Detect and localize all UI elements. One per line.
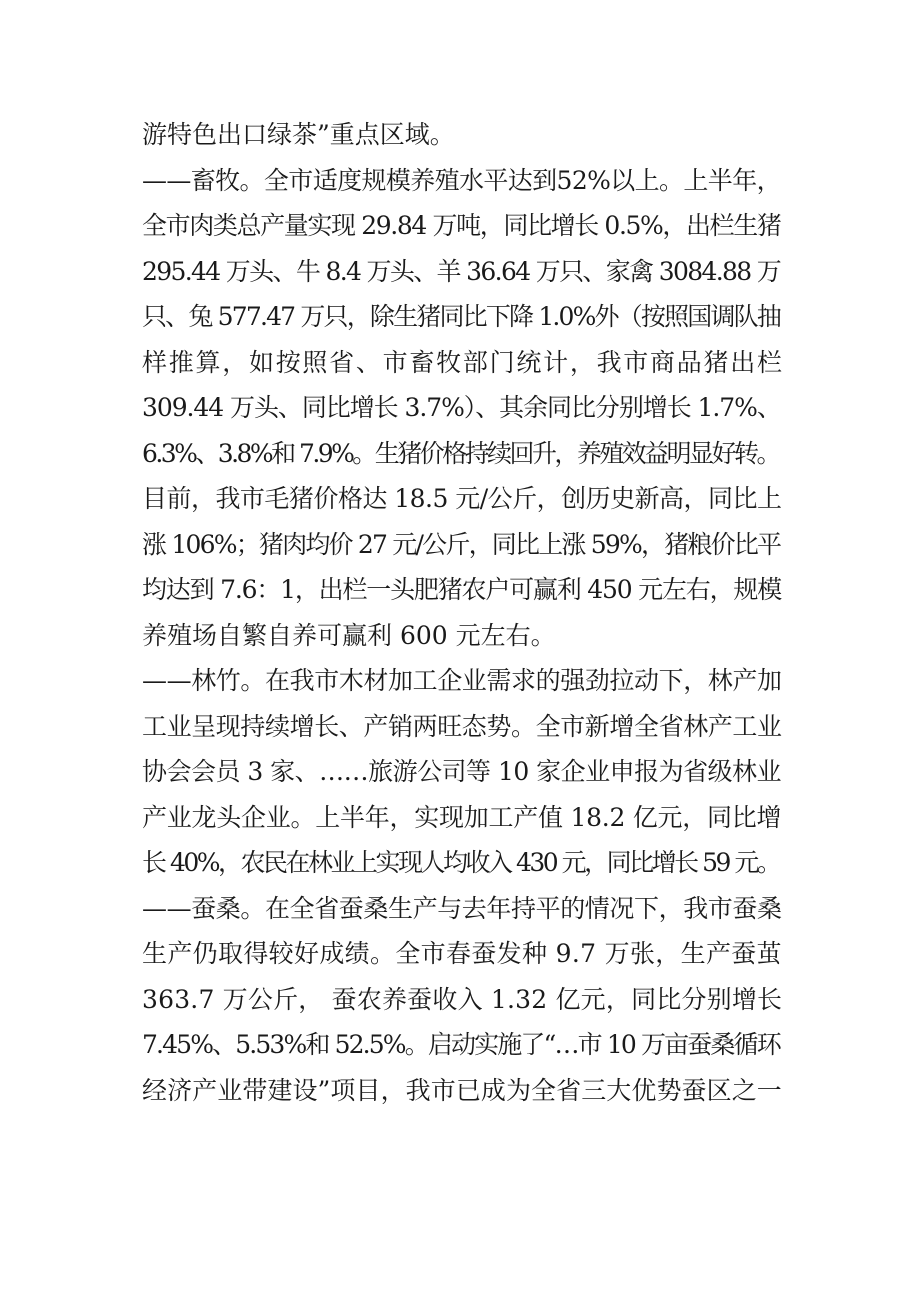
text-line: 363.7 万公斤， 蚕农养蚕收入 1.32 亿元，同比分别增长	[142, 984, 783, 1014]
text-line: 经济产业带建设”项目，我市已成为全省三大优势蚕区之一	[142, 1075, 782, 1105]
text-line: 7.45%、5.53%和 52.5%。启动实施了“…市 10 万亩蚕桑循环	[142, 1030, 780, 1059]
text-line: 6.3%、3.8%和 7.9%。生猪价格持续回升，养殖效益明显好转。	[142, 438, 779, 468]
text-line: 工业呈现持续增长、产销两旺态势。全市新增全省林产工业	[142, 711, 782, 741]
text-line: 产业龙头企业。上半年，实现加工产值 18.2 亿元，同比增	[142, 802, 782, 832]
text-line: 游特色出口绿茶”重点区域。	[142, 120, 455, 149]
text-line: 养殖场自繁自养可赢利 600 元左右。	[142, 620, 556, 650]
text-line: ——林竹。在我市木材加工企业需求的强劲拉动下，林产加	[142, 666, 782, 695]
text-line: 只、兔 577.47 万只，除生猪同比下降 1.0%外（按照国调队抽	[142, 302, 781, 331]
text-line: 全市肉类总产量实现 29.84 万吨，同比增长 0.5%，出栏生猪	[142, 211, 781, 240]
text-line: 295.44 万头、牛 8.4 万头、羊 36.64 万只、家禽 3084.88 万	[142, 256, 781, 286]
text-line: 生产仍取得较好成绩。全市春蚕发种 9.7 万张，生产蚕茧	[142, 939, 782, 968]
text-line: 长 40%，农民在林业上实现人均收入 430 元，同比增长 59 元。	[142, 848, 780, 877]
text-line: 样推算，如按照省、市畜牧部门统计，我市商品猪出栏	[142, 347, 784, 377]
body-text	[142, 112, 782, 1113]
text-line: 涨 106%；猪肉均价 27 元/公斤，同比上涨 59%，猪粮价比平	[142, 529, 781, 559]
text-line: 309.44 万头、同比增长 3.7%）、其余同比分别增长 1.7%、	[142, 393, 781, 422]
text-line: 均达到 7.6：1，出栏一头肥猪农户可赢利 450 元左右，规模	[142, 575, 782, 604]
text-line: 目前，我市毛猪价格达 18.5 元/公斤，创历史新高，同比上	[142, 484, 782, 513]
text-line: ——畜牧。全市适度规模养殖水平达到52%以上。上半年，	[142, 165, 781, 195]
text-line: ——蚕桑。在全省蚕桑生产与去年持平的情况下，我市蚕桑	[142, 893, 782, 923]
text-line: 协会会员 3 家、……旅游公司等 10 家企业申报为省级林业	[142, 757, 781, 786]
